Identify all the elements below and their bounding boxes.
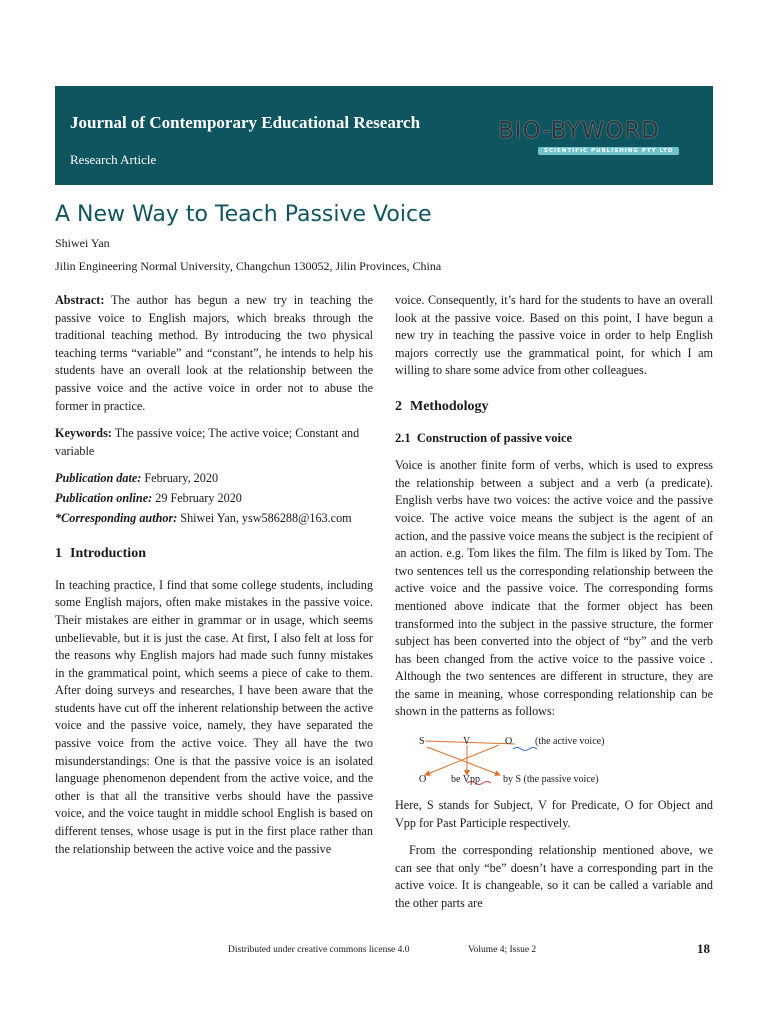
keywords-text: The passive voice; The active voice; Constant and variable [55, 426, 360, 458]
article-type: Research Article [70, 152, 157, 167]
publication-date [55, 470, 373, 488]
method-paragraph: Voice is another finite form of verbs, which is used to express the relationship between a subject and a verb (a predicate). English verbs have two voices: the active voice and the passive voice. The active voice means the subject is the agent of an action, and the passive voice means the subject is the recipient of an action. e.g. Tom likes the film. The film is liked by Tom. The two sentences tell us the corresponding relationship between the active voice and the passive voice. The corresponding forms mentioned above indicate that the former object has been transformed into the subject in the passive structure, the former subject has been converted into the object of “by” and the verb has been changed from the active voice to the passive voice . Although the two sentences are different in structure, they are the same in meaning, whose corresponding relationship can be shown in the patterns as follows: [395, 458, 713, 719]
logo-subtext: SCIENTIFIC PUBLISHING PTY LTD [538, 147, 679, 155]
intro-continued: voice. Consequently, it’s hard for the students to have an overall look at the passive voice. Based on this point, I have begun a new try in teaching the passive voice in order to help English majors correctly use the grammatical point, for which I am willing to share some advice from other colleagues. [395, 293, 713, 378]
section-title: Methodology [410, 398, 489, 414]
section-number: 1 [55, 546, 62, 562]
keywords-label: Keywords: [55, 426, 112, 441]
abstract-text: The author has begun a new try in teaching the passive voice to English majors, which breaks through the traditional teaching method. By introducing the two physical teaching terms “variable” and “constant”, he intends to help his students have an overall look at the relationship between the passive voice and the active voice in order not to abuse the former in practice. [55, 293, 373, 413]
journal-banner [55, 86, 713, 185]
affiliation: Jilin Engineering Normal University, Changchun 130052, Jilin Provinces, China [55, 259, 442, 273]
footer-license: Distributed under creative commons license 4.0 [228, 945, 410, 955]
corresponding-author [55, 510, 373, 528]
wavy-underline [513, 748, 537, 751]
meta-value: 29 February 2020 [155, 490, 242, 505]
intro-paragraph: In teaching practice, I find that some college students, including some English majors, often make mistakes in the passive voice. Their mistakes are either in grammar or in usage, which seems unbelievable, but it is just the case. At first, I also felt at loss for the reasons why English majors had made such funny mistakes in the grammatical point, which seems a piece of cake to them. After doing surveys and researches, I have been aware that the students have cut off the inherent relationship between the active voice and the passive voice, namely, they have separated the passive voice from the active voice. They all have the two misunderstandings: One is that the passive voice is an isolated language phenomenon dependent from the active voice, and the other is that all the transitive verbs should have the passive voice, and the voice taught in middle school English is based on different tenses, whose usage is put in the first place rather than the relationship between the active voice and the passive [55, 577, 373, 856]
meta-value: Shiwei Yan, ysw586288@163.com [180, 510, 352, 525]
logo-wordmark: BIO-BYWORD [498, 118, 660, 144]
paper-title: A New Way to Teach Passive Voice [55, 202, 432, 227]
diagram-label-s: S [419, 736, 425, 748]
subsection-number: 2.1 [395, 430, 411, 445]
meta-label: Publication date: [55, 471, 142, 486]
final-paragraph: From the corresponding relationship mentioned above, we can see that only “be” doesn’t have a corresponding part in the active voice. It is changeable, so it can be called a variable and the other parts are [395, 843, 713, 911]
journal-name: Journal of Contemporary Educational Research [70, 113, 421, 132]
footer-volume: Volume 4; Issue 2 [468, 945, 537, 955]
diagram-label-o: O [505, 736, 513, 748]
page-number: 18 [697, 941, 710, 956]
subsection-title: Construction of passive voice [416, 430, 573, 445]
diagram-explanation: Here, S stands for Subject, V for Predicate, O for Object and Vpp for Past Participle respectively. [395, 798, 713, 830]
left-column [55, 292, 373, 868]
diagram-label-o-bottom: O [419, 774, 427, 786]
diagram-label-v: V [463, 736, 471, 748]
section-title: Introduction [70, 546, 146, 562]
diagram-label-be-vpp: be Vpp [451, 774, 480, 786]
meta-label: Publication online: [55, 490, 153, 505]
abstract [55, 292, 373, 415]
keywords [55, 425, 373, 460]
diagram-active-note: (the active voice) [535, 736, 605, 748]
publisher-logo [498, 118, 693, 158]
diagram-label-by-s: by S (the passive voice) [503, 774, 599, 786]
section-number: 2 [395, 398, 402, 414]
right-column [395, 292, 713, 923]
publication-online [55, 490, 373, 508]
section-heading-methodology [395, 398, 713, 416]
subsection-heading [395, 430, 713, 448]
voice-diagram [395, 731, 713, 789]
section-heading-introduction [55, 545, 373, 563]
meta-label: *Corresponding author: [55, 510, 178, 525]
meta-value: February, 2020 [144, 471, 219, 486]
abstract-label: Abstract: [55, 293, 105, 307]
author: Shiwei Yan [55, 236, 110, 250]
